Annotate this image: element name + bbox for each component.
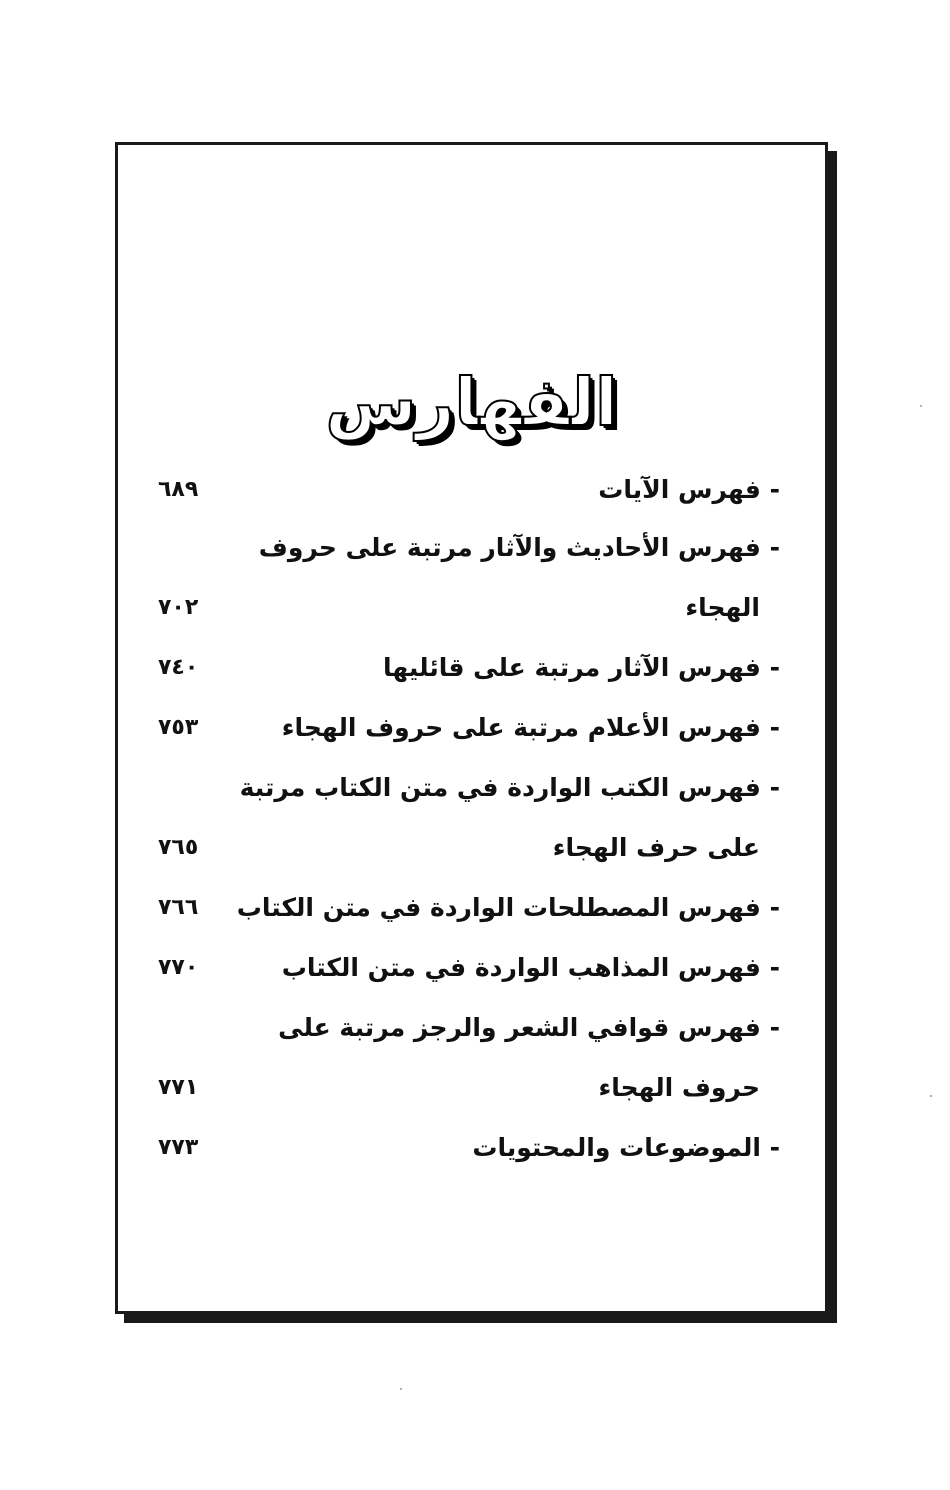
toc-entry-title: - فهرس المصطلحات الواردة في متن الكتاب [236,893,780,922]
toc-entry-title: - فهرس المذاهب الواردة في متن الكتاب [281,953,780,982]
toc-entry-page: ٧٧٠ [158,955,199,980]
toc-entry-continuation [118,828,825,868]
toc-entry-title: - الموضوعات والمحتويات [472,1133,780,1162]
toc-entry [118,648,825,688]
toc-entry-continuation [118,1068,825,1108]
page-frame [115,142,828,1314]
toc-entry-title-continuation: حروف الهجاء [598,1073,760,1102]
toc-entry [118,528,825,568]
toc-entry [118,1128,825,1168]
toc-entry-title: - فهرس الآثار مرتبة على قائليها [383,653,780,682]
toc-entry [118,1008,825,1048]
toc-entry-page: ٧٤٠ [158,655,199,680]
toc-entry [118,888,825,928]
toc-entry-title: - فهرس الكتب الواردة في متن الكتاب مرتبة [239,773,780,802]
toc-entry [118,948,825,988]
toc-entry-page: ٧٥٣ [158,715,199,740]
page-title: الفهارس [325,364,618,441]
toc-entry-page: ٧٠٢ [158,595,199,620]
toc-entry-title-continuation: على حرف الهجاء [552,833,760,862]
toc-entry-page: ٧٦٦ [158,895,199,920]
toc-entry-title: - فهرس الأحاديث والآثار مرتبة على حروف [258,533,780,562]
toc-entry [118,768,825,808]
toc-entry-page: ٦٨٩ [158,477,199,502]
scan-speck [930,1095,932,1097]
toc-entry-title: - فهرس الآيات [598,475,780,504]
scan-speck [400,1388,402,1390]
toc-entry-page: ٧٧٣ [158,1135,199,1160]
toc-entry-continuation [118,588,825,628]
toc-entry-page: ٧٦٥ [158,835,199,860]
scan-speck [920,405,922,407]
toc-entry-title-continuation: الهجاء [685,593,760,622]
toc-entry [118,470,825,510]
toc-entry-title: - فهرس الأعلام مرتبة على حروف الهجاء [281,713,780,742]
toc-entry-page: ٧٧١ [158,1075,199,1100]
toc-entry [118,708,825,748]
toc-entry-title: - فهرس قوافي الشعر والرجز مرتبة على [278,1013,780,1042]
